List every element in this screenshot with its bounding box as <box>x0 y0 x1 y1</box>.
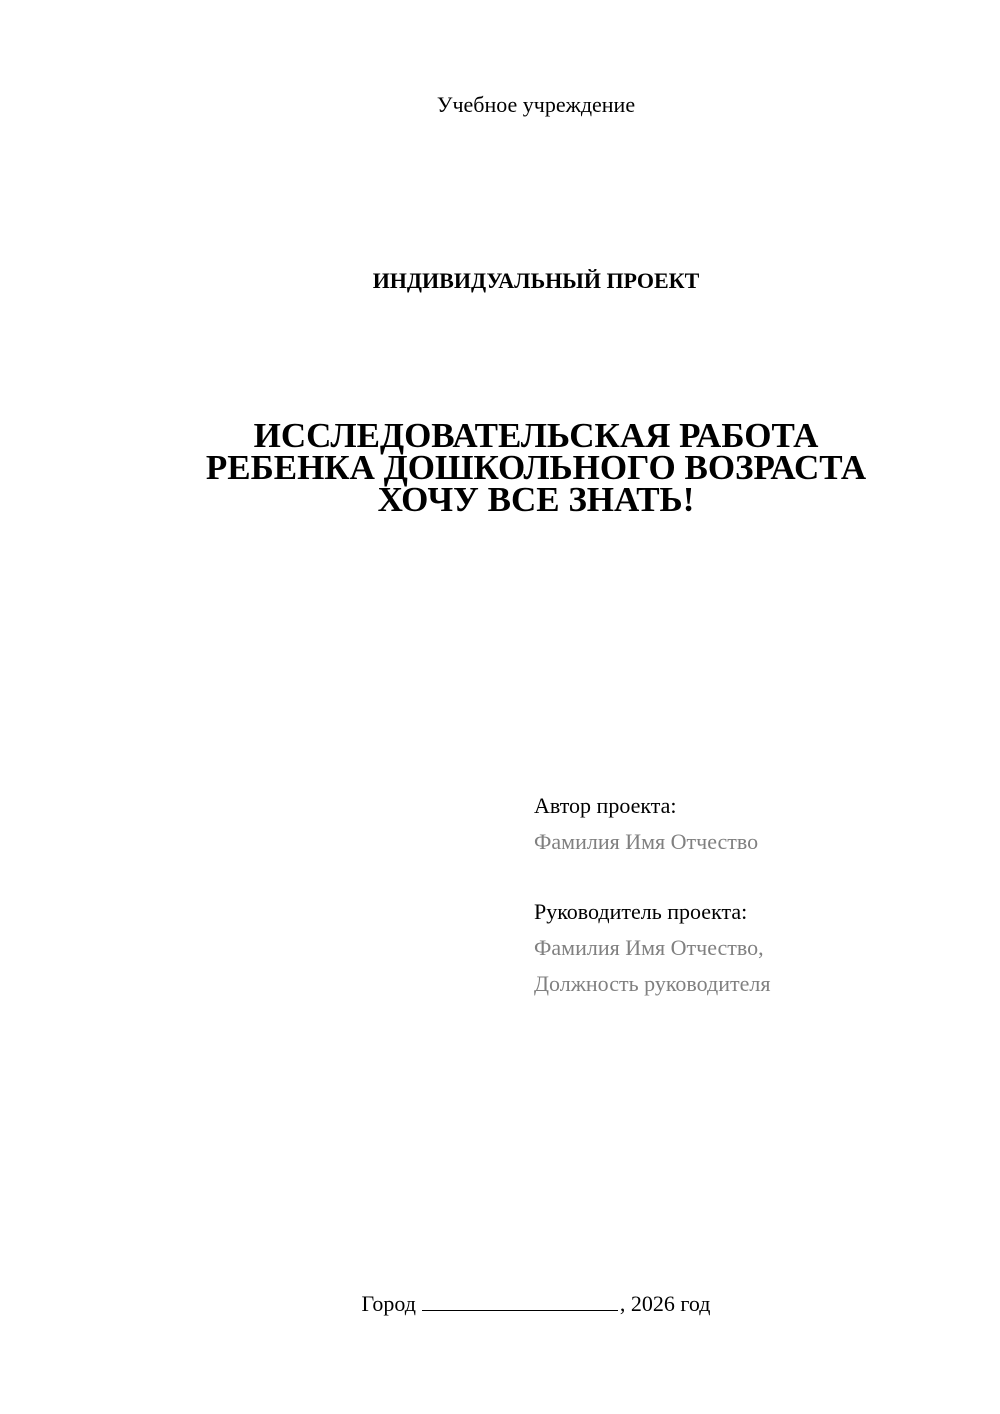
project-title <box>36 416 1000 519</box>
footer-city-year <box>36 1290 1000 1317</box>
project-info <box>534 788 770 1002</box>
title-line: ХОЧУ ВСЕ ЗНАТЬ! <box>377 480 695 519</box>
year: , 2026 год <box>619 1291 711 1316</box>
author-label: Автор проекта: <box>534 793 677 818</box>
project-type: ИНДИВИДУАЛЬНЫЙ ПРОЕКТ <box>372 268 700 293</box>
institution-name: Учебное учреждение <box>436 92 636 117</box>
supervisor-name: Фамилия Имя Отчество, <box>534 935 764 960</box>
title-line: ИССЛЕДОВАТЕЛЬСКАЯ РАБОТА <box>253 416 819 455</box>
supervisor-label: Руководитель проекта: <box>534 899 748 924</box>
supervisor-position: Должность руководителя <box>534 971 771 996</box>
city-blank-line <box>422 1290 618 1311</box>
author-name: Фамилия Имя Отчество <box>534 829 759 854</box>
title-line: РЕБЕНКА ДОШКОЛЬНОГО ВОЗРАСТА <box>205 448 867 487</box>
city-label: Город <box>361 1291 416 1316</box>
